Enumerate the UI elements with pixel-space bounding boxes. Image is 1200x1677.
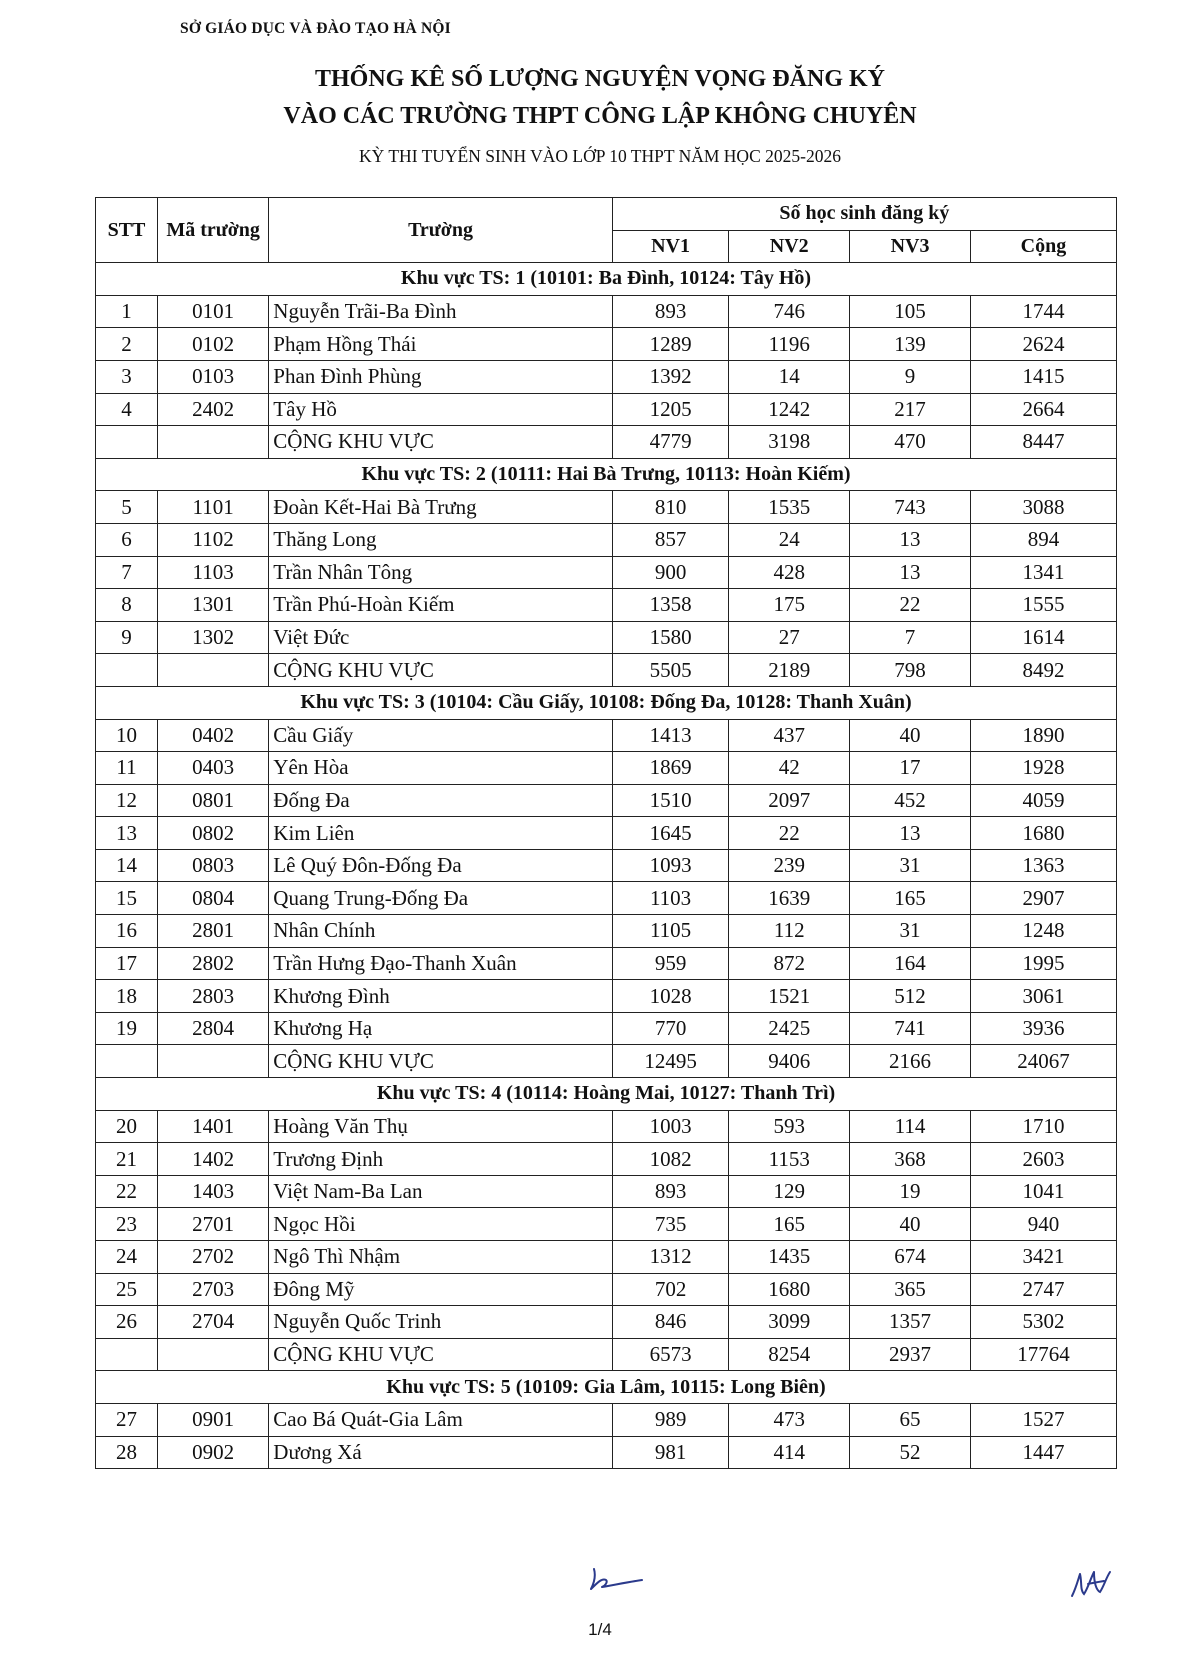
total-nv2: 9406 [729, 1045, 850, 1078]
region-header-row [96, 263, 1117, 296]
cell-sum: 3421 [970, 1241, 1116, 1274]
cell-sum: 5302 [970, 1306, 1116, 1339]
cell-sum: 1363 [970, 849, 1116, 882]
cell-nv1: 1392 [612, 360, 729, 393]
cell-nv1: 857 [612, 523, 729, 556]
cell-code: 1403 [157, 1175, 268, 1208]
region-header-row [96, 1078, 1117, 1111]
region-title: Khu vực TS: 3 (10104: Cầu Giấy, 10108: Đống Đa, 10128: Thanh Xuân) [96, 686, 1117, 719]
cell-nv1: 959 [612, 947, 729, 980]
table-row [96, 817, 1117, 850]
table-row [96, 328, 1117, 361]
agency-name: SỞ GIÁO DỤC VÀ ĐÀO TẠO HÀ NỘI [180, 20, 451, 37]
cell-nv2: 27 [729, 621, 850, 654]
cell-nv1: 735 [612, 1208, 729, 1241]
cell-code: 0101 [157, 295, 268, 328]
cell-nv2: 1196 [729, 328, 850, 361]
table-row [96, 1110, 1117, 1143]
cell-stt: 7 [96, 556, 158, 589]
cell-school-name: Kim Liên [269, 817, 612, 850]
table-row [96, 915, 1117, 948]
total-nv1: 12495 [612, 1045, 729, 1078]
cell-nv2: 14 [729, 360, 850, 393]
total-nv3: 470 [850, 426, 971, 459]
cell-nv3: 22 [850, 589, 971, 622]
cell-code: 2702 [157, 1241, 268, 1274]
region-title: Khu vực TS: 4 (10114: Hoàng Mai, 10127: Thanh Trì) [96, 1078, 1117, 1111]
cell-stt: 14 [96, 849, 158, 882]
cell-school-name: Việt Nam-Ba Lan [269, 1175, 612, 1208]
cell-nv1: 1358 [612, 589, 729, 622]
total-nv1: 5505 [612, 654, 729, 687]
cell-nv3: 65 [850, 1403, 971, 1436]
table-row [96, 980, 1117, 1013]
cell-sum: 1447 [970, 1436, 1116, 1469]
table-row [96, 719, 1117, 752]
table-row [96, 1175, 1117, 1208]
cell-stt: 4 [96, 393, 158, 426]
document-title-line1: THỐNG KÊ SỐ LƯỢNG NGUYỆN VỌNG ĐĂNG KÝ [314, 66, 886, 92]
cell-nv2: 175 [729, 589, 850, 622]
cell-code: 0403 [157, 752, 268, 785]
cell-nv3: 31 [850, 849, 971, 882]
cell-sum: 894 [970, 523, 1116, 556]
region-header-row [96, 686, 1117, 719]
cell-nv1: 1093 [612, 849, 729, 882]
table-row [96, 1436, 1117, 1469]
col-header-code: Mã trường [157, 198, 268, 263]
cell-nv1: 846 [612, 1306, 729, 1339]
cell-nv1: 1003 [612, 1110, 729, 1143]
cell-nv3: 368 [850, 1143, 971, 1176]
cell-nv2: 1535 [729, 491, 850, 524]
cell-stt: 8 [96, 589, 158, 622]
cell-stt: 11 [96, 752, 158, 785]
cell-nv3: 1357 [850, 1306, 971, 1339]
cell-school-name: Đông Mỹ [269, 1273, 612, 1306]
table-row [96, 491, 1117, 524]
table-row [96, 556, 1117, 589]
cell-nv2: 2097 [729, 784, 850, 817]
cell-sum: 1744 [970, 295, 1116, 328]
cell-code: 0102 [157, 328, 268, 361]
col-header-nv3: NV3 [850, 230, 971, 263]
cell-stt: 9 [96, 621, 158, 654]
cell-stt: 26 [96, 1306, 158, 1339]
cell-school-name: Dương Xá [269, 1436, 612, 1469]
cell-code: 1301 [157, 589, 268, 622]
total-nv2: 2189 [729, 654, 850, 687]
signature-mark-1 [588, 1566, 644, 1592]
table-row [96, 589, 1117, 622]
total-sum: 8492 [970, 654, 1116, 687]
cell-nv1: 810 [612, 491, 729, 524]
cell-sum: 1614 [970, 621, 1116, 654]
cell-sum: 940 [970, 1208, 1116, 1241]
cell-nv2: 437 [729, 719, 850, 752]
cell-code: 1302 [157, 621, 268, 654]
cell-sum: 3936 [970, 1012, 1116, 1045]
col-header-nv1: NV1 [612, 230, 729, 263]
cell-nv1: 1103 [612, 882, 729, 915]
cell-nv2: 165 [729, 1208, 850, 1241]
cell-code-empty [157, 1338, 268, 1371]
table-row [96, 1306, 1117, 1339]
cell-nv2: 2425 [729, 1012, 850, 1045]
region-total-row [96, 426, 1117, 459]
cell-nv3: 52 [850, 1436, 971, 1469]
cell-school-name: Quang Trung-Đống Đa [269, 882, 612, 915]
cell-sum: 1527 [970, 1403, 1116, 1436]
cell-nv1: 702 [612, 1273, 729, 1306]
cell-nv3: 31 [850, 915, 971, 948]
cell-nv3: 40 [850, 719, 971, 752]
cell-stt: 21 [96, 1143, 158, 1176]
col-header-group: Số học sinh đăng ký [612, 198, 1116, 231]
cell-code: 0103 [157, 360, 268, 393]
cell-school-name: Trương Định [269, 1143, 612, 1176]
cell-school-name: Cầu Giấy [269, 719, 612, 752]
cell-nv1: 770 [612, 1012, 729, 1045]
total-label: CỘNG KHU VỰC [269, 1045, 612, 1078]
cell-nv1: 981 [612, 1436, 729, 1469]
cell-nv2: 1242 [729, 393, 850, 426]
cell-code: 2801 [157, 915, 268, 948]
cell-sum: 1680 [970, 817, 1116, 850]
cell-stt: 10 [96, 719, 158, 752]
cell-code: 0803 [157, 849, 268, 882]
cell-nv2: 239 [729, 849, 850, 882]
cell-nv1: 900 [612, 556, 729, 589]
total-nv2: 8254 [729, 1338, 850, 1371]
cell-stt-empty [96, 654, 158, 687]
total-sum: 8447 [970, 426, 1116, 459]
col-header-school: Trường [269, 198, 612, 263]
cell-nv2: 428 [729, 556, 850, 589]
cell-school-name: Đống Đa [269, 784, 612, 817]
cell-school-name: Nguyễn Quốc Trinh [269, 1306, 612, 1339]
cell-school-name: Khương Hạ [269, 1012, 612, 1045]
cell-nv3: 165 [850, 882, 971, 915]
total-label: CỘNG KHU VỰC [269, 426, 612, 459]
cell-nv2: 42 [729, 752, 850, 785]
cell-stt: 15 [96, 882, 158, 915]
cell-code: 2703 [157, 1273, 268, 1306]
cell-stt-empty [96, 1338, 158, 1371]
cell-nv2: 3099 [729, 1306, 850, 1339]
cell-nv3: 7 [850, 621, 971, 654]
cell-nv2: 22 [729, 817, 850, 850]
table-row [96, 1208, 1117, 1241]
cell-code: 0804 [157, 882, 268, 915]
cell-nv2: 1153 [729, 1143, 850, 1176]
cell-nv1: 989 [612, 1403, 729, 1436]
cell-nv2: 872 [729, 947, 850, 980]
table-row [96, 1403, 1117, 1436]
cell-nv3: 365 [850, 1273, 971, 1306]
cell-stt: 27 [96, 1403, 158, 1436]
cell-sum: 3088 [970, 491, 1116, 524]
cell-stt-empty [96, 1045, 158, 1078]
cell-code: 0801 [157, 784, 268, 817]
cell-nv1: 1082 [612, 1143, 729, 1176]
cell-nv3: 19 [850, 1175, 971, 1208]
cell-stt: 17 [96, 947, 158, 980]
document-subtitle: KỲ THI TUYỂN SINH VÀO LỚP 10 THPT NĂM HỌC 2025-2026 [359, 146, 841, 166]
cell-nv1: 1028 [612, 980, 729, 1013]
cell-stt: 6 [96, 523, 158, 556]
cell-code: 2704 [157, 1306, 268, 1339]
cell-nv3: 452 [850, 784, 971, 817]
cell-sum: 2624 [970, 328, 1116, 361]
table-row [96, 621, 1117, 654]
table-row [96, 1143, 1117, 1176]
cell-nv1: 893 [612, 1175, 729, 1208]
total-nv1: 6573 [612, 1338, 729, 1371]
cell-nv2: 1639 [729, 882, 850, 915]
region-header-row [96, 458, 1117, 491]
cell-stt: 5 [96, 491, 158, 524]
cell-nv3: 743 [850, 491, 971, 524]
cell-sum: 1928 [970, 752, 1116, 785]
cell-sum: 1710 [970, 1110, 1116, 1143]
cell-school-name: Nhân Chính [269, 915, 612, 948]
total-nv1: 4779 [612, 426, 729, 459]
cell-code: 2402 [157, 393, 268, 426]
cell-nv1: 1645 [612, 817, 729, 850]
cell-school-name: Khương Đình [269, 980, 612, 1013]
registration-table [95, 197, 1117, 1469]
cell-school-name: Phạm Hồng Thái [269, 328, 612, 361]
cell-stt: 18 [96, 980, 158, 1013]
cell-nv2: 746 [729, 295, 850, 328]
total-sum: 24067 [970, 1045, 1116, 1078]
cell-nv2: 24 [729, 523, 850, 556]
table-body [96, 263, 1117, 1469]
total-sum: 17764 [970, 1338, 1116, 1371]
cell-nv1: 1869 [612, 752, 729, 785]
cell-code: 2803 [157, 980, 268, 1013]
cell-nv1: 1580 [612, 621, 729, 654]
cell-sum: 2907 [970, 882, 1116, 915]
cell-nv1: 893 [612, 295, 729, 328]
cell-nv3: 217 [850, 393, 971, 426]
cell-nv1: 1510 [612, 784, 729, 817]
cell-nv2: 473 [729, 1403, 850, 1436]
cell-school-name: Tây Hồ [269, 393, 612, 426]
cell-school-name: Trần Hưng Đạo-Thanh Xuân [269, 947, 612, 980]
region-total-row [96, 1338, 1117, 1371]
cell-nv3: 164 [850, 947, 971, 980]
cell-stt: 24 [96, 1241, 158, 1274]
table-row [96, 295, 1117, 328]
cell-code: 0402 [157, 719, 268, 752]
cell-code: 1101 [157, 491, 268, 524]
cell-nv3: 17 [850, 752, 971, 785]
cell-nv2: 1435 [729, 1241, 850, 1274]
cell-stt: 22 [96, 1175, 158, 1208]
cell-stt: 23 [96, 1208, 158, 1241]
cell-stt: 1 [96, 295, 158, 328]
region-title: Khu vực TS: 5 (10109: Gia Lâm, 10115: Long Biên) [96, 1371, 1117, 1404]
table-row [96, 1241, 1117, 1274]
cell-nv3: 512 [850, 980, 971, 1013]
cell-nv2: 1521 [729, 980, 850, 1013]
cell-code: 2804 [157, 1012, 268, 1045]
region-title: Khu vực TS: 2 (10111: Hai Bà Trưng, 10113: Hoàn Kiếm) [96, 458, 1117, 491]
table-row [96, 882, 1117, 915]
cell-school-name: Yên Hòa [269, 752, 612, 785]
cell-school-name: Việt Đức [269, 621, 612, 654]
cell-nv2: 414 [729, 1436, 850, 1469]
cell-sum: 1415 [970, 360, 1116, 393]
cell-nv2: 593 [729, 1110, 850, 1143]
cell-sum: 1890 [970, 719, 1116, 752]
cell-school-name: Nguyễn Trãi-Ba Đình [269, 295, 612, 328]
cell-sum: 1995 [970, 947, 1116, 980]
cell-sum: 2603 [970, 1143, 1116, 1176]
cell-sum: 1248 [970, 915, 1116, 948]
cell-sum: 3061 [970, 980, 1116, 1013]
cell-sum: 1041 [970, 1175, 1116, 1208]
total-nv3: 2937 [850, 1338, 971, 1371]
total-nv3: 798 [850, 654, 971, 687]
cell-stt: 16 [96, 915, 158, 948]
cell-nv3: 139 [850, 328, 971, 361]
cell-code: 1401 [157, 1110, 268, 1143]
cell-sum: 1555 [970, 589, 1116, 622]
cell-nv1: 1205 [612, 393, 729, 426]
table-row [96, 752, 1117, 785]
region-total-row [96, 654, 1117, 687]
cell-code-empty [157, 1045, 268, 1078]
region-total-row [96, 1045, 1117, 1078]
cell-nv2: 112 [729, 915, 850, 948]
cell-stt: 19 [96, 1012, 158, 1045]
col-header-sum: Cộng [970, 230, 1116, 263]
cell-code: 1402 [157, 1143, 268, 1176]
cell-school-name: Ngọc Hồi [269, 1208, 612, 1241]
table-row [96, 947, 1117, 980]
cell-school-name: Ngô Thì Nhậm [269, 1241, 612, 1274]
cell-nv3: 114 [850, 1110, 971, 1143]
cell-stt: 25 [96, 1273, 158, 1306]
table-row [96, 849, 1117, 882]
region-title: Khu vực TS: 1 (10101: Ba Đình, 10124: Tây Hồ) [96, 263, 1117, 296]
cell-school-name: Trần Nhân Tông [269, 556, 612, 589]
cell-school-name: Trần Phú-Hoàn Kiếm [269, 589, 612, 622]
cell-school-name: Phan Đình Phùng [269, 360, 612, 393]
region-header-row [96, 1371, 1117, 1404]
cell-code-empty [157, 654, 268, 687]
cell-code-empty [157, 426, 268, 459]
table-row [96, 784, 1117, 817]
cell-stt: 2 [96, 328, 158, 361]
col-header-nv2: NV2 [729, 230, 850, 263]
cell-school-name: Đoàn Kết-Hai Bà Trưng [269, 491, 612, 524]
cell-code: 0802 [157, 817, 268, 850]
cell-nv3: 13 [850, 523, 971, 556]
table-row [96, 360, 1117, 393]
cell-nv1: 1289 [612, 328, 729, 361]
cell-nv3: 40 [850, 1208, 971, 1241]
cell-stt: 28 [96, 1436, 158, 1469]
cell-school-name: Thăng Long [269, 523, 612, 556]
total-nv3: 2166 [850, 1045, 971, 1078]
cell-sum: 1341 [970, 556, 1116, 589]
cell-nv3: 105 [850, 295, 971, 328]
cell-stt: 13 [96, 817, 158, 850]
cell-code: 2701 [157, 1208, 268, 1241]
total-label: CỘNG KHU VỰC [269, 654, 612, 687]
cell-sum: 4059 [970, 784, 1116, 817]
table-row [96, 1012, 1117, 1045]
cell-stt: 3 [96, 360, 158, 393]
table-row [96, 393, 1117, 426]
cell-nv3: 674 [850, 1241, 971, 1274]
cell-code: 0902 [157, 1436, 268, 1469]
cell-code: 1103 [157, 556, 268, 589]
cell-stt: 12 [96, 784, 158, 817]
cell-nv3: 741 [850, 1012, 971, 1045]
cell-code: 0901 [157, 1403, 268, 1436]
cell-nv1: 1312 [612, 1241, 729, 1274]
cell-school-name: Cao Bá Quát-Gia Lâm [269, 1403, 612, 1436]
cell-nv3: 13 [850, 556, 971, 589]
cell-sum: 2664 [970, 393, 1116, 426]
total-nv2: 3198 [729, 426, 850, 459]
table-row [96, 1273, 1117, 1306]
cell-nv2: 129 [729, 1175, 850, 1208]
cell-school-name: Lê Quý Đôn-Đống Đa [269, 849, 612, 882]
cell-nv3: 13 [850, 817, 971, 850]
cell-code: 1102 [157, 523, 268, 556]
signature-mark-2 [1068, 1568, 1112, 1600]
cell-nv1: 1105 [612, 915, 729, 948]
cell-stt-empty [96, 426, 158, 459]
table-row [96, 523, 1117, 556]
document-title-line2: VÀO CÁC TRƯỜNG THPT CÔNG LẬP KHÔNG CHUYÊN [283, 103, 917, 129]
cell-sum: 2747 [970, 1273, 1116, 1306]
cell-nv2: 1680 [729, 1273, 850, 1306]
total-label: CỘNG KHU VỰC [269, 1338, 612, 1371]
cell-code: 2802 [157, 947, 268, 980]
cell-stt: 20 [96, 1110, 158, 1143]
col-header-stt: STT [96, 198, 158, 263]
cell-nv3: 9 [850, 360, 971, 393]
page-number: 1/4 [588, 1620, 612, 1639]
cell-school-name: Hoàng Văn Thụ [269, 1110, 612, 1143]
cell-nv1: 1413 [612, 719, 729, 752]
